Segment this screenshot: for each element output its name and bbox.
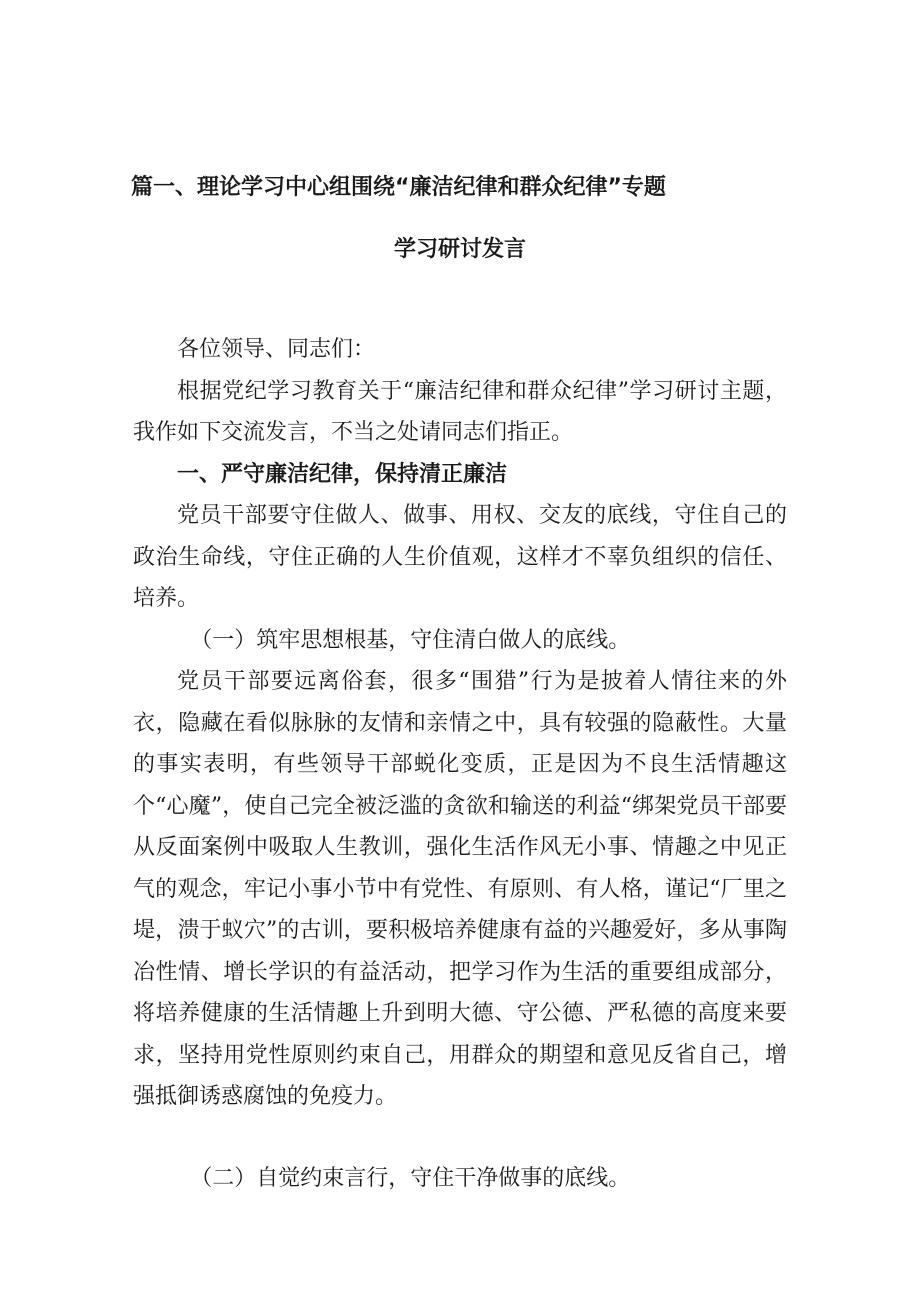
section1-heading: 一、严守廉洁纪律，保持清正廉洁 (177, 461, 508, 487)
intro-paragraph: 根据党纪学习教育关于“廉洁纪律和群众纪律”学习研讨主题，我作如下交流发言，不当之处请同志们指正。 (133, 378, 787, 445)
section1-paragraph: 党员干部要守住做人、做事、用权、交友的底线，守住自己的政治生命线，守住正确的人生价值观，这样才不辜负组织的信任、培养。 (133, 503, 787, 611)
subsection2-block (133, 1158, 787, 1200)
document-title-line2: 学习研讨发言 (393, 237, 526, 262)
subsection1-paragraph: 党员干部要远离俗套，很多“围猎”行为是披着人情往来的外衣，隐藏在看似脉脉的友情和亲情之中，具有较强的隐蔽性。大量的事实表明，有些领导干部蜕化变质，正是因为不良生活情趣这个“心魔”，使自己完全被泛滥的贪欲和输送的利益“绑架党员干部要从反面案例中吸取人生教训，强化生活作风无小事、情趣之中见正气的观念，牢记小事小节中有党性、有原则、有人格，谨记“厂里之堤，溃于蚁穴”的古训，要积极培养健康有益的兴趣爱好，多从事陶冶性情、增长学识的有益活动，把学习作为生活的重要组成部分，将培养健康的生活情趣上升到明大德、守公德、严私德的高度来要求，坚持用党性原则约束自己，用群众的期望和意见反省自己，增强抵御诱惑腐蚀的免疫力。 (133, 669, 787, 1109)
document-title-line1: 篇一、理论学习中心组围绕“廉洁纪律和群众纪律”专题 (131, 175, 666, 200)
subsection1-heading: （一）筑牢思想根基，守住清白做人的底线。 (190, 627, 631, 653)
subsection2-heading: （二）自觉约束言行，守住干净做事的底线。 (190, 1166, 631, 1191)
document-body (133, 329, 787, 1118)
salutation: 各位领导、同志们： (177, 337, 376, 362)
